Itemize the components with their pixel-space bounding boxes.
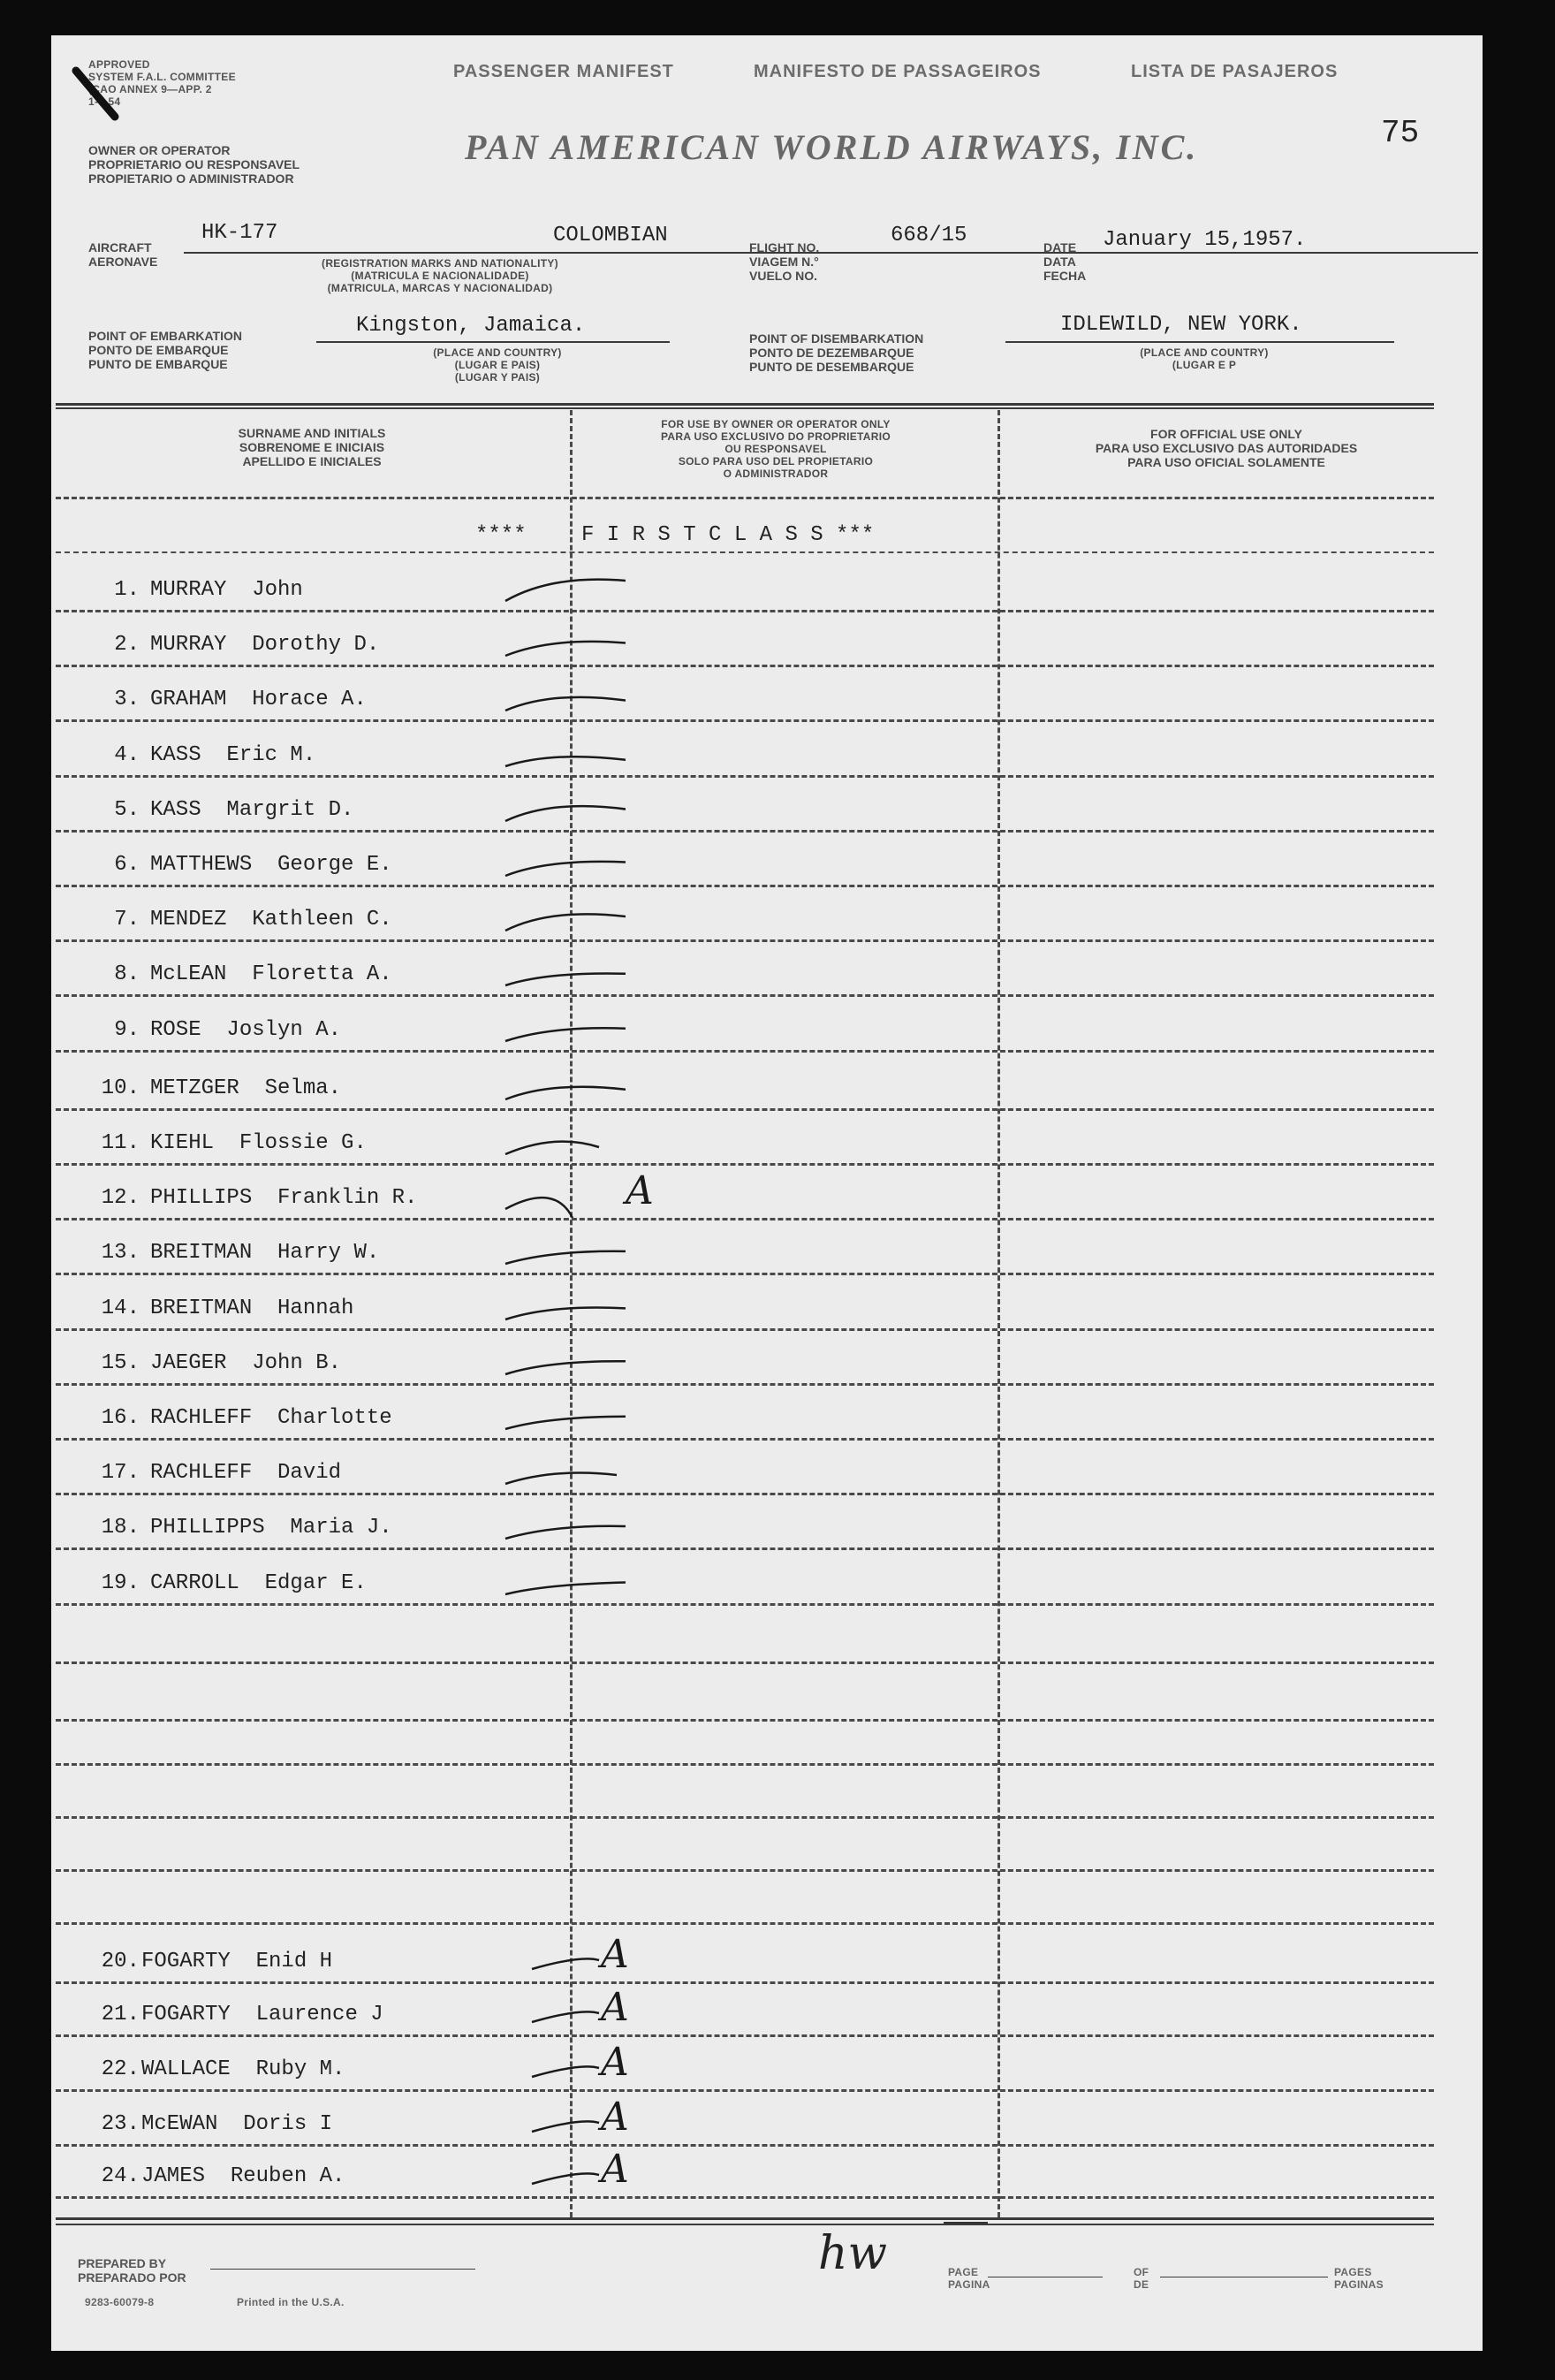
table-row-rule bbox=[56, 1981, 1434, 1984]
column-divider-2 bbox=[997, 410, 1000, 2217]
passenger-name: PHILLIPPS Maria J. bbox=[150, 1516, 392, 1540]
manifest-page bbox=[51, 35, 1483, 2351]
table-row-rule bbox=[56, 2089, 1434, 2092]
owner-label bbox=[88, 143, 300, 186]
page-number: 75 bbox=[1381, 115, 1420, 151]
flight-label-line: VIAGEM N.° bbox=[749, 255, 819, 269]
handwritten-mark: A bbox=[601, 2095, 629, 2140]
table-row-rule bbox=[56, 1218, 1434, 1220]
passenger-name: KASS Margrit D. bbox=[150, 798, 354, 822]
table-row-rule bbox=[56, 610, 1434, 612]
pages-label-line: PAGES bbox=[1334, 2266, 1372, 2278]
embarkation-underline bbox=[316, 341, 670, 343]
passenger-number: 3. bbox=[114, 688, 140, 711]
passenger-name: MENDEZ Kathleen C. bbox=[150, 908, 392, 931]
embarkation-sublabel-line: (PLACE AND COUNTRY) bbox=[433, 346, 562, 359]
passenger-number: 19. bbox=[101, 1571, 140, 1595]
airline-name: PAN AMERICAN WORLD AIRWAYS, INC. bbox=[465, 127, 1199, 167]
embarkation-label-line: POINT OF EMBARKATION bbox=[88, 329, 242, 343]
passenger-number: 20. bbox=[101, 1950, 140, 1973]
passenger-name: McLEAN Floretta A. bbox=[150, 962, 392, 986]
approved-line: 1-3-54 bbox=[88, 95, 121, 108]
embarkation-value: Kingston, Jamaica. bbox=[356, 314, 586, 338]
handwritten-mark: A bbox=[601, 2147, 629, 2192]
passenger-name: PHILLIPS Franklin R. bbox=[150, 1186, 418, 1210]
disembarkation-sublabel bbox=[1094, 346, 1315, 371]
handwritten-mark: A bbox=[601, 1932, 629, 1977]
aircraft-registration: HK-177 bbox=[201, 221, 278, 245]
table-row-rule bbox=[56, 2144, 1434, 2147]
title-manifesto: MANIFESTO DE PASSAGEIROS bbox=[754, 62, 1042, 81]
passenger-number: 4. bbox=[114, 743, 140, 767]
table-row-rule bbox=[56, 1438, 1434, 1441]
header-bottom-rule bbox=[56, 497, 1434, 499]
table-top-rule bbox=[56, 403, 1434, 406]
column-header-surname bbox=[157, 426, 466, 468]
column-header-line: SOBRENOME E INICIAIS bbox=[239, 440, 385, 454]
title-lista: LISTA DE PASAJEROS bbox=[1131, 62, 1339, 81]
page-label-line: PAGE bbox=[948, 2266, 979, 2278]
page-label bbox=[948, 2266, 990, 2291]
disembarkation-label-line: PONTO DE DEZEMBARQUE bbox=[749, 346, 914, 360]
column-header-line: SOLO PARA USO DEL PROPIETARIO bbox=[678, 455, 874, 468]
column-header-line: PARA USO EXCLUSIVO DAS AUTORIDADES bbox=[1095, 441, 1358, 455]
column-header-line: SURNAME AND INITIALS bbox=[238, 426, 386, 440]
page-label-line: PAGINA bbox=[948, 2278, 990, 2291]
prepared-by-label bbox=[78, 2256, 186, 2285]
table-row-rule bbox=[56, 1493, 1434, 1495]
passenger-number: 17. bbox=[101, 1461, 140, 1485]
date-label-line: FECHA bbox=[1043, 269, 1087, 283]
table-row-rule bbox=[56, 719, 1434, 722]
flight-label-line: FLIGHT NO. bbox=[749, 240, 820, 255]
empty-row-rule bbox=[56, 1763, 1434, 1766]
table-row-rule bbox=[56, 1547, 1434, 1550]
table-row-rule bbox=[56, 1328, 1434, 1331]
signature: hw bbox=[818, 2227, 887, 2280]
passenger-number: 15. bbox=[101, 1351, 140, 1375]
passenger-number: 13. bbox=[101, 1241, 140, 1265]
passenger-number: 16. bbox=[101, 1406, 140, 1430]
passenger-name: JAEGER John B. bbox=[150, 1351, 342, 1375]
passenger-number: 11. bbox=[101, 1131, 140, 1155]
column-header-official bbox=[1005, 427, 1447, 469]
passenger-name: MURRAY Dorothy D. bbox=[150, 633, 380, 657]
table-row-rule bbox=[56, 1383, 1434, 1386]
aircraft-label bbox=[88, 240, 157, 269]
passenger-number: 7. bbox=[114, 908, 140, 931]
handwritten-mark: A bbox=[601, 2040, 629, 2085]
passenger-name: KASS Eric M. bbox=[150, 743, 316, 767]
table-row-rule bbox=[56, 665, 1434, 667]
aircraft-sublabel bbox=[250, 257, 630, 294]
form-number: 9283-60079-8 bbox=[85, 2296, 155, 2308]
passenger-number: 14. bbox=[101, 1296, 140, 1320]
date-label bbox=[1043, 240, 1086, 283]
passenger-name: RACHLEFF David bbox=[150, 1461, 342, 1485]
passenger-number: 1. bbox=[114, 578, 140, 602]
date-label-line: DATE bbox=[1043, 240, 1077, 255]
aircraft-underline bbox=[184, 252, 1478, 254]
prepared-by-underline bbox=[210, 2269, 475, 2270]
owner-label-line: PROPIETARIO O ADMINISTRADOR bbox=[88, 171, 294, 186]
passenger-name: FOGARTY Enid H bbox=[141, 1950, 333, 1973]
empty-row-rule bbox=[56, 1661, 1434, 1664]
passenger-number: 8. bbox=[114, 962, 140, 986]
flight-label bbox=[749, 240, 819, 283]
embarkation-label-line: PUNTO DE EMBARQUE bbox=[88, 357, 228, 371]
signature-stroke bbox=[944, 2222, 988, 2224]
table-row-rule bbox=[56, 1050, 1434, 1053]
aircraft-label-line: AERONAVE bbox=[88, 255, 158, 269]
passenger-name: MATTHEWS George E. bbox=[150, 853, 392, 877]
class-header: F I R S T C L A S S *** bbox=[581, 523, 875, 547]
table-row-rule bbox=[56, 830, 1434, 833]
aircraft-sublabel-line: (MATRICULA, MARCAS Y NACIONALIDAD) bbox=[327, 282, 553, 294]
table-row-rule bbox=[56, 1163, 1434, 1166]
passenger-name: McEWAN Doris I bbox=[141, 2112, 333, 2136]
column-header-line: O ADMINISTRADOR bbox=[723, 468, 829, 480]
passenger-name: BREITMAN Harry W. bbox=[150, 1241, 380, 1265]
approved-line: (CAO ANNEX 9—APP. 2 bbox=[88, 83, 212, 95]
table-row-rule bbox=[56, 1603, 1434, 1606]
flight-date: January 15,1957. bbox=[1103, 228, 1307, 252]
flight-label-line: VUELO NO. bbox=[749, 269, 818, 283]
prepared-by-line: PREPARADO POR bbox=[78, 2270, 186, 2285]
of-label bbox=[1134, 2266, 1149, 2291]
owner-label-line: PROPRIETARIO OU RESPONSAVEL bbox=[88, 157, 300, 171]
handwritten-mark: A bbox=[626, 1168, 654, 1213]
table-row-rule bbox=[56, 775, 1434, 778]
empty-row-rule bbox=[56, 1922, 1434, 1925]
date-label-line: DATA bbox=[1043, 255, 1076, 269]
passenger-name: WALLACE Ruby M. bbox=[141, 2057, 345, 2081]
disembarkation-label-line: POINT OF DISEMBARKATION bbox=[749, 331, 924, 346]
passenger-number: 22. bbox=[101, 2057, 140, 2081]
column-header-line: APELLIDO E INICIALES bbox=[242, 454, 382, 468]
table-bottom-rule bbox=[56, 2217, 1434, 2220]
passenger-number: 24. bbox=[101, 2164, 140, 2188]
owner-label-line: OWNER OR OPERATOR bbox=[88, 143, 231, 157]
passenger-number: 9. bbox=[114, 1018, 140, 1042]
aircraft-sublabel-line: (REGISTRATION MARKS AND NATIONALITY) bbox=[322, 257, 558, 270]
passenger-number: 2. bbox=[114, 633, 140, 657]
column-header-line: FOR USE BY OWNER OR OPERATOR ONLY bbox=[661, 418, 891, 430]
passenger-number: 10. bbox=[101, 1076, 140, 1100]
empty-row-rule bbox=[56, 1869, 1434, 1872]
passenger-number: 12. bbox=[101, 1186, 140, 1210]
table-row-rule bbox=[56, 939, 1434, 942]
table-row-rule bbox=[56, 885, 1434, 887]
passenger-number: 23. bbox=[101, 2112, 140, 2136]
handwritten-mark: A bbox=[601, 1985, 629, 2030]
table-row-rule bbox=[56, 994, 1434, 997]
title-passenger-manifest: PASSENGER MANIFEST bbox=[453, 62, 674, 81]
embarkation-sublabel-line: (LUGAR Y PAIS) bbox=[454, 371, 541, 384]
class-header-stars: **** bbox=[475, 523, 527, 547]
approved-line: SYSTEM F.A.L. COMMITTEE bbox=[88, 71, 236, 83]
disembarkation-value: IDLEWILD, NEW YORK. bbox=[1060, 313, 1302, 337]
empty-row-rule bbox=[56, 1719, 1434, 1722]
pages-label bbox=[1334, 2266, 1384, 2291]
disembarkation-underline bbox=[1005, 341, 1394, 343]
embarkation-sublabel bbox=[387, 346, 608, 384]
disembarkation-label-line: PUNTO DE DESEMBARQUE bbox=[749, 360, 914, 374]
table-row-rule bbox=[56, 551, 1434, 553]
column-header-owner-use bbox=[573, 418, 979, 480]
table-row-rule bbox=[56, 1273, 1434, 1275]
disembarkation-sublabel-line: (LUGAR E P bbox=[1172, 359, 1237, 371]
passenger-number: 5. bbox=[114, 798, 140, 822]
table-row-rule bbox=[56, 2196, 1434, 2199]
passenger-name: METZGER Selma. bbox=[150, 1076, 342, 1100]
passenger-name: JAMES Reuben A. bbox=[141, 2164, 345, 2188]
table-top-rule-2 bbox=[56, 407, 1434, 409]
column-header-line: PARA USO EXCLUSIVO DO PROPRIETARIO bbox=[660, 430, 891, 443]
column-header-line: PARA USO OFICIAL SOLAMENTE bbox=[1127, 455, 1325, 469]
empty-row-rule bbox=[56, 1816, 1434, 1819]
embarkation-sublabel-line: (LUGAR E PAIS) bbox=[454, 359, 541, 371]
embarkation-label-line: PONTO DE EMBARQUE bbox=[88, 343, 229, 357]
table-row-rule bbox=[56, 2034, 1434, 2037]
column-header-line: FOR OFFICIAL USE ONLY bbox=[1150, 427, 1302, 441]
passenger-number: 6. bbox=[114, 853, 140, 877]
passenger-number: 21. bbox=[101, 2003, 140, 2026]
pages-label-line: PAGINAS bbox=[1334, 2278, 1384, 2291]
flight-number: 668/15 bbox=[891, 224, 967, 247]
of-label-line: OF bbox=[1134, 2266, 1149, 2278]
of-label-line: DE bbox=[1134, 2278, 1149, 2291]
passenger-name: CARROLL Edgar E. bbox=[150, 1571, 367, 1595]
passenger-name: BREITMAN Hannah bbox=[150, 1296, 354, 1320]
passenger-name: RACHLEFF Charlotte bbox=[150, 1406, 392, 1430]
passenger-name: FOGARTY Laurence J bbox=[141, 2003, 383, 2026]
column-header-line: OU RESPONSAVEL bbox=[724, 443, 827, 455]
printed-in: Printed in the U.S.A. bbox=[237, 2296, 345, 2308]
approved-line: APPROVED bbox=[88, 58, 150, 71]
aircraft-label-line: AIRCRAFT bbox=[88, 240, 152, 255]
passenger-name: ROSE Joslyn A. bbox=[150, 1018, 342, 1042]
aircraft-sublabel-line: (MATRICULA E NACIONALIDADE) bbox=[351, 270, 529, 282]
table-bottom-rule-2 bbox=[56, 2224, 1434, 2225]
passenger-name: KIEHL Flossie G. bbox=[150, 1131, 367, 1155]
disembarkation-label bbox=[749, 331, 923, 374]
prepared-by-line: PREPARED BY bbox=[78, 2256, 167, 2270]
ink-mark-icon bbox=[69, 62, 131, 124]
disembarkation-sublabel-line: (PLACE AND COUNTRY) bbox=[1140, 346, 1269, 359]
passenger-name: GRAHAM Horace A. bbox=[150, 688, 367, 711]
passenger-name: MURRAY John bbox=[150, 578, 303, 602]
table-row-rule bbox=[56, 1108, 1434, 1111]
aircraft-nationality: COLOMBIAN bbox=[553, 224, 668, 247]
passenger-number: 18. bbox=[101, 1516, 140, 1540]
embarkation-label bbox=[88, 329, 242, 371]
